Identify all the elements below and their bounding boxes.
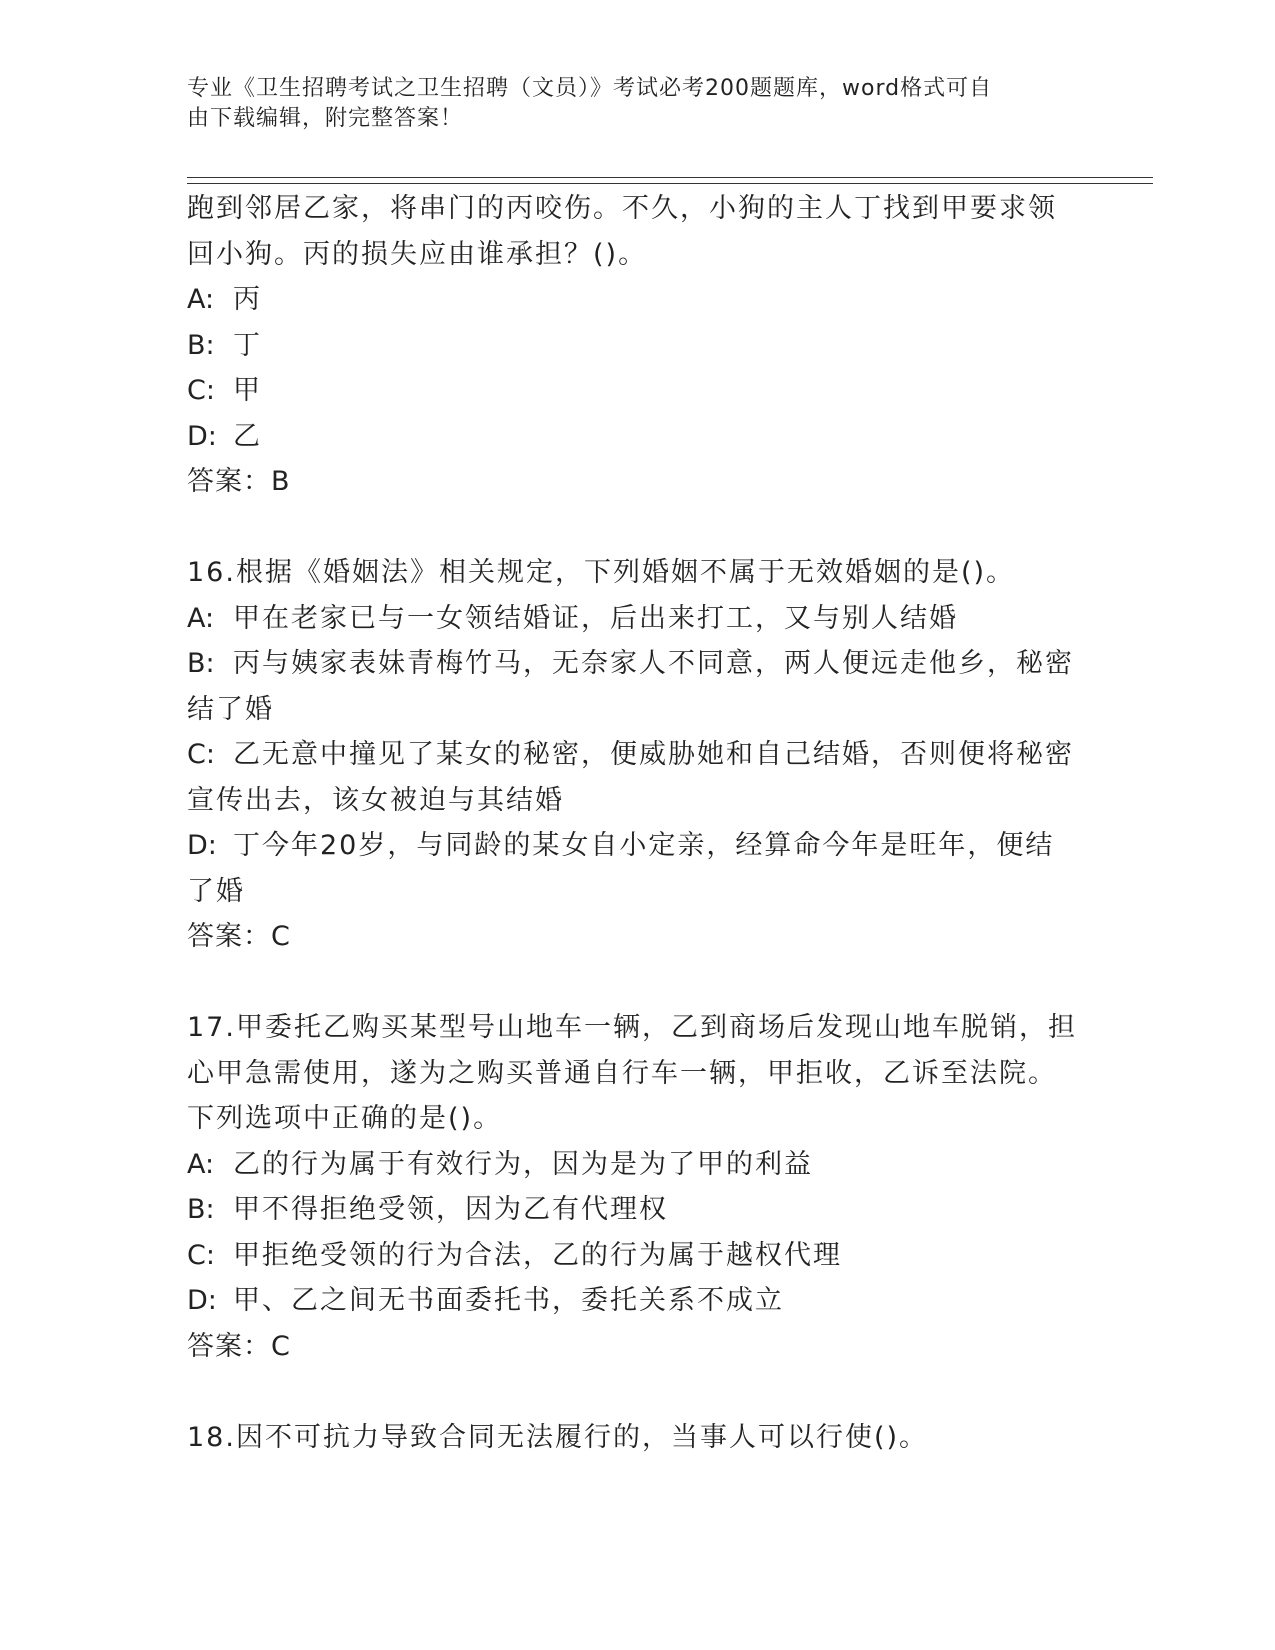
option-a — [187, 596, 1087, 642]
question-17 — [187, 1005, 1087, 1369]
option-label: B: — [187, 329, 215, 361]
option-label: B: — [187, 1194, 215, 1225]
answer-line: 答案：B — [187, 466, 291, 497]
header-line-1: 专业《卫生招聘考试之卫生招聘（文员）》考试必考200题题库，word格式可自 — [187, 76, 993, 101]
option-d — [187, 1278, 1087, 1324]
option-label: A: — [187, 602, 215, 634]
spacer — [187, 505, 1087, 551]
option-text: 乙 — [233, 420, 262, 452]
option-c — [187, 1233, 1087, 1279]
option-b — [187, 323, 1087, 369]
document-body — [187, 186, 1087, 1460]
option-text: 甲、乙之间无书面委托书，委托关系不成立 — [233, 1285, 784, 1316]
option-label: C: — [187, 1239, 215, 1271]
question-stem-line: 下列选项中正确的是()。 — [187, 1103, 503, 1134]
header-rule-top — [187, 177, 1153, 178]
option-c-continuation: 宣传出去，该女被迫与其结婚 — [187, 784, 564, 816]
question-stem-line: 跑到邻居乙家，将串门的丙咬伤。不久，小狗的主人丁找到甲要求领 — [187, 193, 1057, 224]
option-text: 丁今年20岁，与同龄的某女自小定亲，经算命今年是旺年，便结 — [233, 830, 1055, 861]
option-c — [187, 732, 1087, 778]
option-b — [187, 641, 1087, 687]
option-text: 乙无意中撞见了某女的秘密，便威胁她和自己结婚，否则便将秘密 — [233, 739, 1074, 770]
question-stem-line: 16.根据《婚姻法》相关规定，下列婚姻不属于无效婚姻的是()。 — [187, 557, 1016, 588]
question-stem-line: 17.甲委托乙购买某型号山地车一辆，乙到商场后发现山地车脱销，担 — [187, 1012, 1077, 1043]
option-text: 丙 — [233, 284, 262, 315]
option-text: 甲拒绝受领的行为合法，乙的行为属于越权代理 — [233, 1239, 842, 1271]
document-header — [187, 74, 1087, 134]
question-stem-line: 回小狗。丙的损失应由谁承担？()。 — [187, 238, 648, 270]
header-rule-bottom — [187, 183, 1153, 184]
option-b — [187, 1187, 1087, 1233]
option-label: C: — [187, 739, 215, 770]
option-d-continuation: 了婚 — [187, 875, 245, 907]
option-d — [187, 414, 1087, 460]
answer-line: 答案：C — [187, 1330, 291, 1362]
option-text: 甲不得拒绝受领，因为乙有代理权 — [233, 1194, 668, 1225]
option-d — [187, 823, 1087, 869]
option-label: D: — [187, 1285, 217, 1316]
option-text: 丙与姨家表妹青梅竹马，无奈家人不同意，两人便远走他乡，秘密 — [233, 648, 1074, 679]
option-text: 乙的行为属于有效行为，因为是为了甲的利益 — [233, 1148, 813, 1180]
spacer — [187, 960, 1087, 1006]
option-a — [187, 277, 1087, 323]
header-line-2: 由下载编辑，附完整答案！ — [187, 106, 464, 131]
question-16 — [187, 550, 1087, 960]
question-18 — [187, 1415, 1087, 1461]
option-a — [187, 1142, 1087, 1188]
option-label: A: — [187, 1148, 215, 1180]
option-label: C: — [187, 375, 215, 406]
option-text: 丁 — [233, 329, 262, 361]
option-c — [187, 368, 1087, 414]
question-stem-line: 心甲急需使用，遂为之购买普通自行车一辆，甲拒收，乙诉至法院。 — [187, 1057, 1057, 1089]
option-label: A: — [187, 284, 215, 315]
option-text: 甲 — [233, 375, 262, 406]
spacer — [187, 1369, 1087, 1415]
option-label: B: — [187, 648, 215, 679]
question-stem-line: 18.因不可抗力导致合同无法履行的，当事人可以行使()。 — [187, 1421, 929, 1453]
option-label: D: — [187, 420, 217, 452]
question-15 — [187, 186, 1087, 505]
option-label: D: — [187, 830, 217, 861]
option-text: 甲在老家已与一女领结婚证，后出来打工，又与别人结婚 — [233, 602, 958, 634]
option-b-continuation: 结了婚 — [187, 693, 274, 725]
answer-line: 答案：C — [187, 921, 291, 952]
